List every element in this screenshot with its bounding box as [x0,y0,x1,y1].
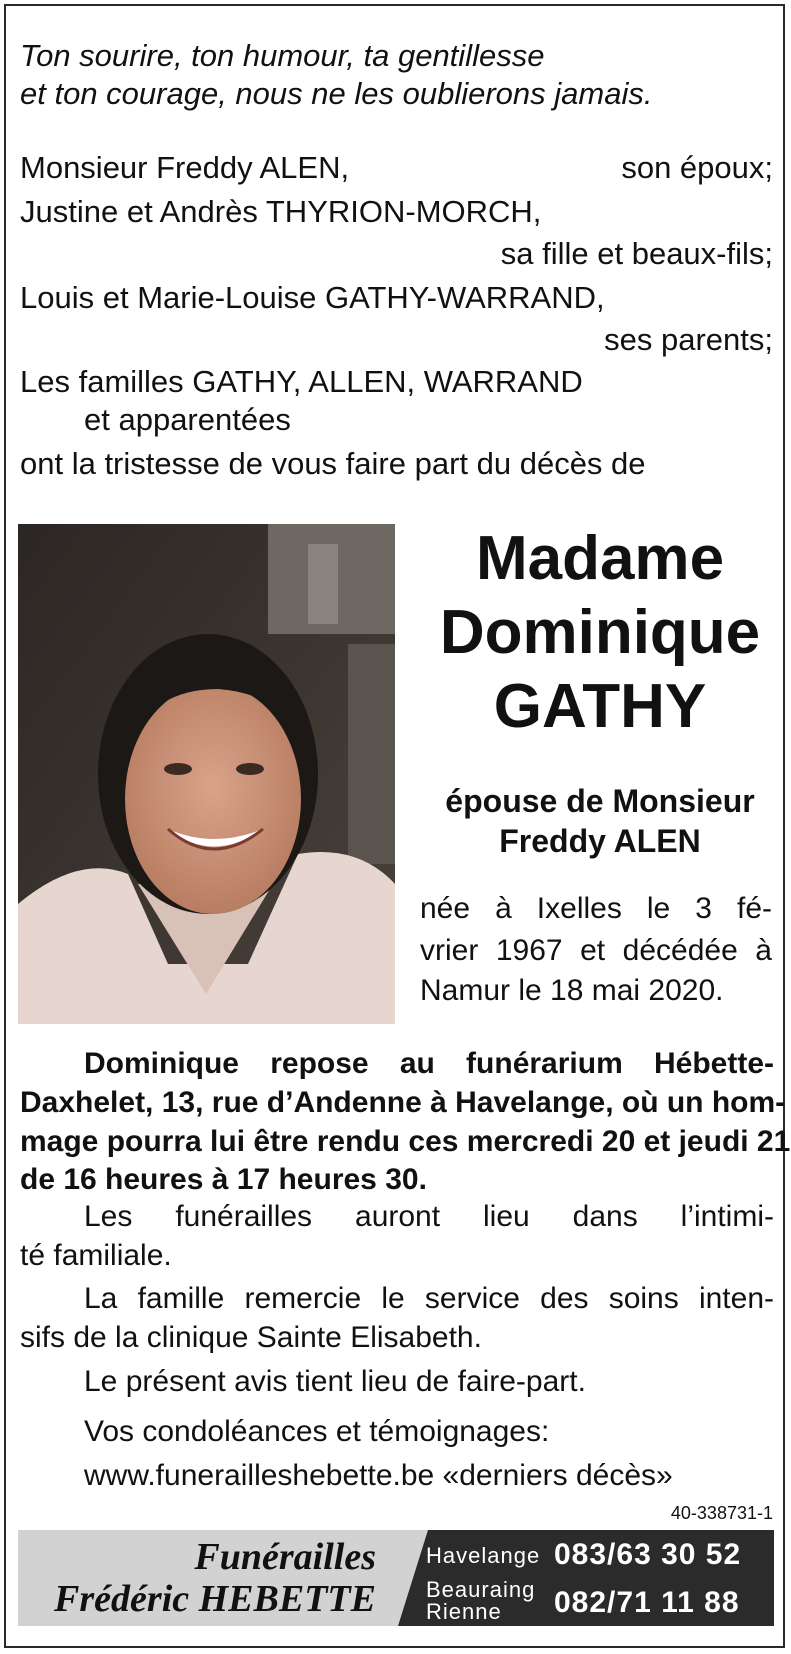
website-link[interactable]: www.funerailleshebette.be «derniers décès» [84,1459,673,1492]
spouse-line-1: épouse de Monsieur [445,783,755,819]
deceased-last-name: GATHY [493,672,707,741]
funerarium-line-1: Dominique repose au funérarium Hébette- [84,1047,774,1080]
funerarium-line-2: Daxhelet, 13, rue d’Andenne à Havelange, où un hom- [20,1086,786,1119]
thanks-line-1: La famille remercie le service des soins inten- [84,1282,774,1315]
notice-line: Le présent avis tient lieu de faire-part. [84,1365,586,1398]
dates-line-3: Namur le 18 mai 2020. [420,974,724,1007]
funeral-line-2: té familiale. [20,1239,172,1272]
deceased-first-name: Dominique [439,598,761,667]
company-name-line-1: Funérailles [194,1536,376,1578]
funeral-line-1: Les funérailles auront lieu dans l’intimi- [84,1200,774,1233]
family-member-2: Justine et Andrès THYRION-MORCH, [20,194,542,229]
deceased-title: Madame [475,524,725,593]
family-member-4: Les familles GATHY, ALLEN, WARRAND [20,364,583,399]
family-member-3: Louis et Marie-Louise GATHY-WARRAND, [20,280,605,315]
family-relation-1: son époux; [621,150,773,185]
phone-beauraing[interactable]: 082/71 11 88 [554,1586,740,1619]
family-relation-3: ses parents; [604,322,773,357]
quote-line-2: et ton courage, nous ne les oublierons jamais. [20,76,653,111]
reference-number: 40-338731-1 [670,1503,773,1523]
thanks-line-2: sifs de la clinique Sainte Elisabeth. [20,1321,482,1354]
family-relation-4: et apparentées [84,402,291,437]
quote-line-1: Ton sourire, ton humour, ta gentillesse [20,38,545,73]
spouse-line-2: Freddy ALEN [499,823,701,859]
city-rienne: Rienne [426,1599,502,1624]
funeral-home-footer [18,1530,774,1626]
funerarium-line-3: mage pourra lui être rendu ces mercredi 20 et jeudi 21 [20,1125,791,1158]
dates-line-1: née à Ixelles le 3 fé- [420,892,772,925]
family-member-1: Monsieur Freddy ALEN, [20,150,350,185]
city-beauraing: Beauraing [426,1577,536,1602]
funerarium-line-4: de 16 heures à 17 heures 30. [20,1163,427,1196]
condolences-line: Vos condoléances et témoignages: [84,1415,550,1448]
city-havelange: Havelange [426,1543,541,1568]
portrait-photo [18,524,395,1024]
announcement-intro: ont la tristesse de vous faire part du décès de [20,446,646,481]
phone-havelange[interactable]: 083/63 30 52 [554,1538,742,1571]
company-name-line-2: Frédéric HEBETTE [54,1578,376,1620]
dates-line-2: vrier 1967 et décédée à [420,934,772,967]
family-relation-2: sa fille et beaux-fils; [500,236,773,271]
